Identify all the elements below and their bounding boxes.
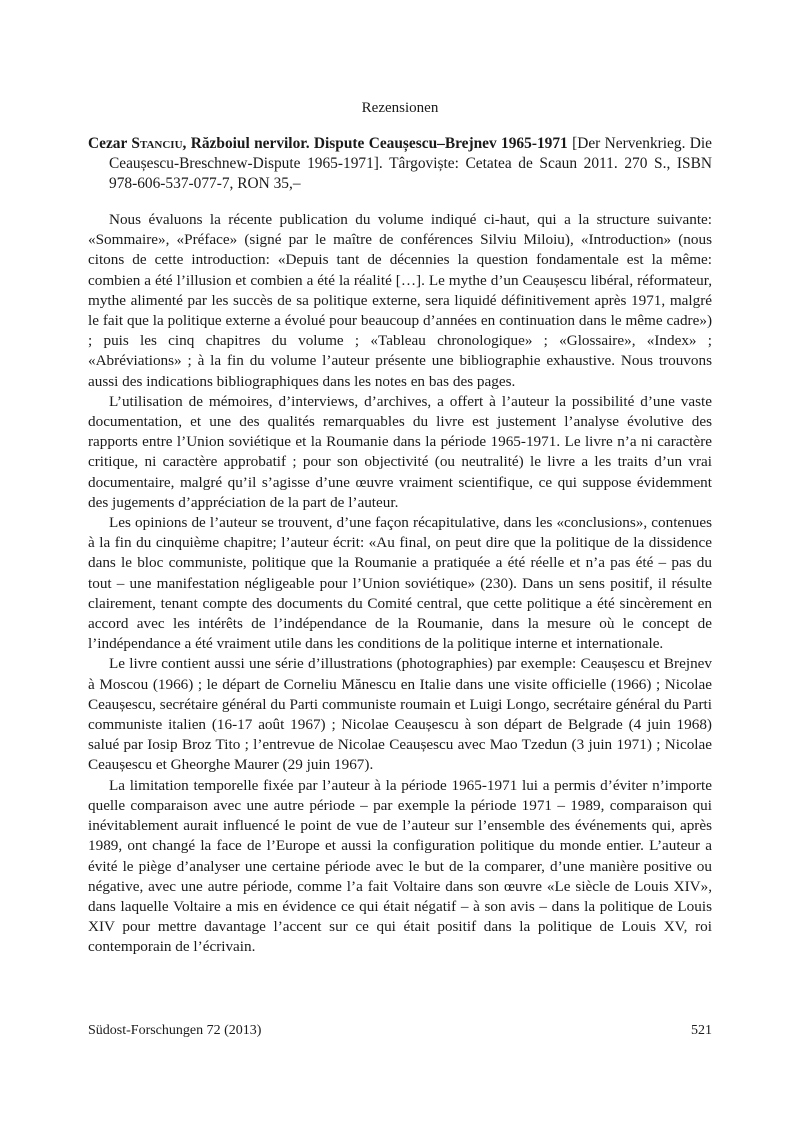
separator: , — [182, 135, 191, 152]
paragraph: L’utilisation de mémoires, d’interviews, d’archives, a offert à l’auteur la possibilité d’une vaste documentation, et une des qualités remarquables du livre est justement l’analyse évolutive des rapports entre l’Union soviétique et la Roumanie dans la période 1965-1971. Le livre n’a ni caractère critique, ni caractère approbatif ; pour son objectivité (ou neutralité) le livre a les traits d’un vrai documentaire, malgré qu’il s’agisse d’une œuvre vraiment scientifique, ce qui suppose évidemment des jugements d’appréciation de la part de l’auteur. — [88, 392, 712, 511]
page-number: 521 — [691, 1023, 712, 1038]
paragraph: La limitation temporelle fixée par l’auteur à la période 1965-1971 lui a permis d’éviter n’importe quelle comparaison avec une autre période – par exemple la période 1971 – 1989, comparaison qui inévitablement aurait influencé le point de vue de l’auteur sur l’ensemble des événements qui, après 1989, ont changé la face de l’Europe et aussi la configuration politique du monde entier. L’auteur a évité le piège d’analyser une certaine période avec le but de la comparer, d’une manière positive ou négative, avec une autre période, comme l’a fait Voltaire dans son œuvre «Le siècle de Louis XIV», dans laquelle Voltaire a mis en évidence ce qui était négatif – à son avis – dans la politique de Louis XIV pour mettre davantage l’accent sur ce qui était positif dans la politique de Louis XV, roi contemporain de l’écrivain. — [88, 776, 712, 956]
author-given-name: Cezar — [88, 135, 132, 152]
running-head: Rezensionen — [361, 100, 439, 116]
review-author — [88, 135, 183, 152]
book-title: Războiul nervilor. Dispute Ceaușescu–Brejnev 1965-1971 — [190, 135, 568, 152]
author-surname: Stanciu — [131, 135, 183, 152]
journal-citation: Südost-Forschungen 72 (2013) — [88, 1023, 262, 1038]
review-body — [88, 210, 712, 958]
document-page — [88, 0, 712, 1129]
paragraph: Le livre contient aussi une série d’illustrations (photographies) par exemple: Ceaușescu et Brejnev à Moscou (1966) ; le départ de Corneliu Mănescu en Italie dans une visite officielle (1966) ; Nicolae Ceaușescu, secrétaire général du Parti communiste roumain et Luigi Longo, secrétaire général du Parti communiste italien (16-17 août 1967) ; Nicolae Ceaușescu à son départ de Belgrade (4 juin 1968) salué par Iosip Broz Tito ; l’entrevue de Nicolae Ceaușescu avec Mao Tzedun (3 juin 1971) ; Nicolae Ceaușescu et Gheorghe Maurer (29 juin 1967). — [88, 655, 712, 774]
review-heading — [88, 134, 712, 195]
paragraph: Nous évaluons la récente publication du volume indiqué ci-haut, qui a la structure suivante: «Sommaire», «Préface» (signé par le maître de conférences Silviu Miloiu), «Introduction» (nous citons de cette introduction: «Depuis tant de décennies la question fondamentale est la même: combien a été l’illusion et combien a été la réalité […]. Le mythe d’un Ceaușescu libéral, réformateur, mythe alimenté par les succès de sa politique externe, sera liquidé définitivement après 1971, malgré le fait que la politique externe a évolué pour beaucoup d’années en continuation dans le même cadre») ; puis les cinq chapitres du volume ; «Tableau chronologique» ; «Glossaire», «Index» ; «Abréviations» ; à la fin du volume l’auteur présente une bibliographie exhaustive. Nous trouvons aussi des indications bibliographiques dans les notes en bas des pages. — [88, 211, 712, 390]
paragraph: Les opinions de l’auteur se trouvent, d’une façon récapitulative, dans les «conclusions», contenues à la fin du cinquième chapitre; l’auteur écrit: «Au final, on peut dire que la politique de la dissidence dans le bloc communiste, politique que la Roumanie a pratiquée a été réelle et n’a pas été – pas du tout – une manifestation négligeable pour l’Union soviétique» (230). Dans un sens positif, il résulte clairement, tenant compte des documents du Comité central, que cette politique a été sincèrement en accord avec les intérêts de l’indépendance de la Roumanie, dans la mesure où le concept de l’indépendance a été vraiment utile dans les conditions de la politique interne et internationale. — [88, 514, 712, 653]
bibliographic-details: [Der Nervenkrieg. Die Ceaușescu-Breschnew-Dispute 1965-1971]. Târgoviște: Cetatea de Scaun 2011. 270 S., ISBN 978-606-537-077-7, RON 35,– — [109, 135, 712, 193]
